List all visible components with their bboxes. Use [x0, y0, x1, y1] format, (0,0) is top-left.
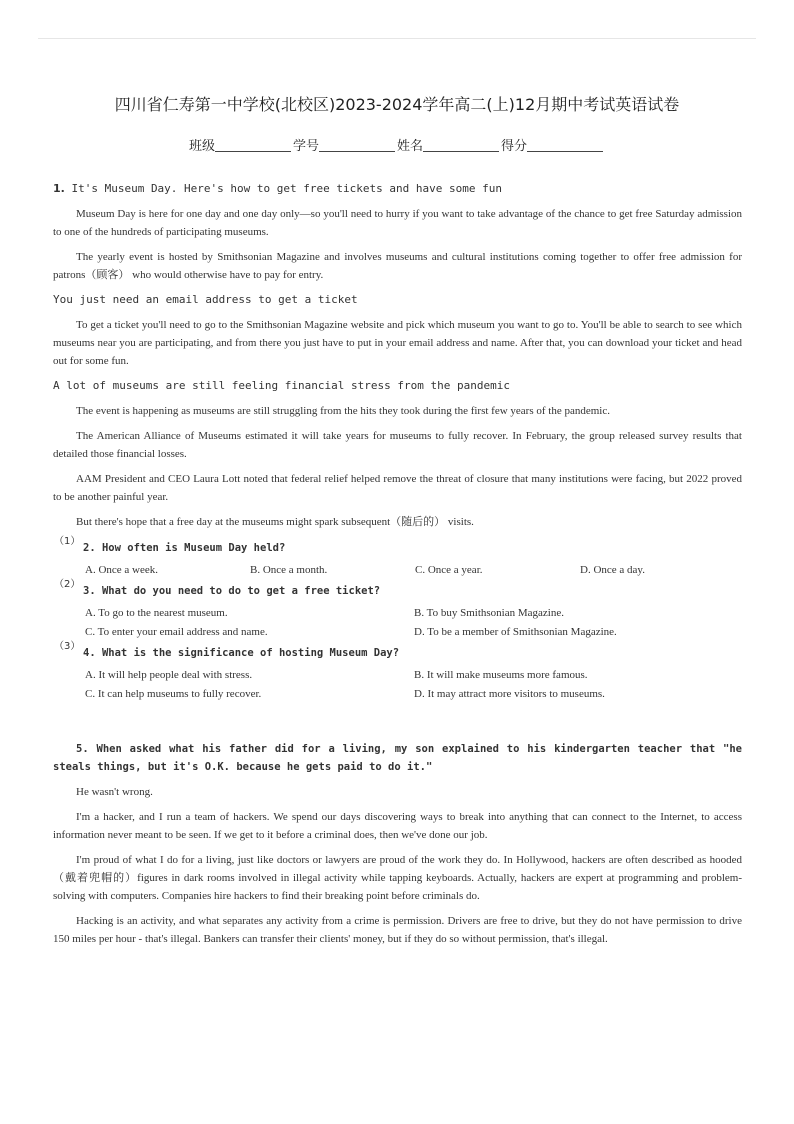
- option-d[interactable]: D. It may attract more visitors to museums.: [414, 688, 605, 700]
- option-d[interactable]: D. To be a member of Smithsonian Magazine.: [414, 626, 617, 638]
- name-blank: [423, 138, 499, 152]
- passage-2-paragraph-2: I'm a hacker, and I run a team of hackers. We spend our days discovering ways to break into anything that can connect to the Internet, to access information never meant to be seen. If we get to it before a criminal does, then we've done our job.: [53, 811, 742, 841]
- sub-question-2-index: （2）: [54, 579, 81, 590]
- option-a[interactable]: A. To go to the nearest museum.: [85, 607, 228, 619]
- sub-question-1-stem: 2. How often is Museum Day held?: [83, 542, 286, 554]
- question-1-heading: [53, 180, 742, 198]
- sub-question-3-index: （3）: [54, 641, 81, 652]
- sub-question-3-options: [85, 666, 742, 704]
- sub-question-3: [53, 641, 742, 662]
- class-label: 班级: [188, 139, 215, 154]
- option-b[interactable]: B. It will make museums more famous.: [414, 669, 588, 681]
- number-blank: [319, 138, 395, 152]
- exam-content: [53, 180, 742, 955]
- sub-question-1-index: （1）: [54, 536, 81, 547]
- student-info-line: [0, 135, 794, 154]
- option-a[interactable]: A. Once a week.: [85, 564, 158, 576]
- option-b[interactable]: B. To buy Smithsonian Magazine.: [414, 607, 564, 619]
- sub-question-2-options: [85, 604, 742, 642]
- exam-title: 四川省仁寿第一中学校(北校区)2023-2024学年高二(上)12月期中考试英语试卷: [114, 95, 680, 114]
- option-d[interactable]: D. Once a day.: [580, 564, 645, 576]
- passage-1-paragraph-1: Museum Day is here for one day and one day only—so you'll need to hurry if you want to take advantage of the chance to get free Saturday admission to one of the hundreds of participating museums.: [53, 208, 742, 238]
- passage-1-paragraph-4: The event is happening as museums are still struggling from the hits they took during the first few years of the pandemic.: [76, 405, 610, 417]
- question-1-number: 1.: [53, 182, 65, 195]
- passage-1-paragraph-2: The yearly event is hosted by Smithsonian Magazine and involves museums and cultural institutions coming together to offer free admission for patrons（顾客） who would otherwise have to pay for entry.: [53, 251, 742, 281]
- passage-1-subheading-2: A lot of museums are still feeling financial stress from the pandemic: [53, 379, 510, 392]
- option-c[interactable]: C. It can help museums to fully recover.: [85, 688, 262, 700]
- passage-1-paragraph-6: AAM President and CEO Laura Lott noted that federal relief helped remove the threat of closure that many institutions were facing, but 2022 proved to be another painful year.: [53, 473, 742, 503]
- option-b[interactable]: B. Once a month.: [250, 564, 328, 576]
- class-blank: [215, 138, 291, 152]
- score-label: 得分: [501, 139, 528, 154]
- sub-question-1: [53, 536, 742, 557]
- passage-2-paragraph-4: Hacking is an activity, and what separates any activity from a crime is permission. Drivers are free to drive, but they do not have permission to drive 150 miles per hour - that's illegal. Bankers can transfer their clients' money, but if they do so without permission, that's illegal.: [53, 915, 742, 945]
- option-c[interactable]: C. To enter your email address and name.: [85, 626, 268, 638]
- score-blank: [527, 138, 603, 152]
- name-label: 姓名: [397, 139, 424, 154]
- sub-question-1-options: [85, 561, 742, 580]
- number-label: 学号: [292, 139, 319, 154]
- sub-question-2: [53, 579, 742, 600]
- passage-1-paragraph-3: To get a ticket you'll need to go to the Smithsonian Magazine website and pick which museum you want to go to. You'll be able to search to see which museums near you are participating, and from there you just have to put in your email address and name. After that, you can download your ticket and head out for some fun.: [53, 319, 742, 367]
- passage-1-paragraph-5: The American Alliance of Museums estimated it will take years for museums to fully recover. In February, the group released survey results that detailed those financial losses.: [53, 430, 742, 460]
- passage-1-paragraph-7: But there's hope that a free day at the museums might spark subsequent（随后的） visits.: [76, 516, 474, 528]
- sub-question-2-stem: 3. What do you need to do to get a free ticket?: [83, 585, 381, 597]
- top-divider: [38, 38, 756, 39]
- passage-1-subheading-1: You just need an email address to get a ticket: [53, 293, 358, 306]
- passage-2-paragraph-1: He wasn't wrong.: [76, 786, 153, 798]
- option-c[interactable]: C. Once a year.: [415, 564, 483, 576]
- question-1-title: It's Museum Day. Here's how to get free tickets and have some fun: [71, 182, 502, 195]
- option-a[interactable]: A. It will help people deal with stress.: [85, 669, 253, 681]
- passage-2-paragraph-3: I'm proud of what I do for a living, just like doctors or lawyers are proud of the work they do. In Hollywood, hackers are often described as hooded（戴着兜帽的）figures in dark rooms involved in illegal activity while tapping keyboards. Actually, hackers are expert at programming and problem-solving with computers. Companies hire hackers to find their breaking point before criminals do.: [53, 854, 742, 902]
- question-5-heading: 5. When asked what his father did for a living, my son explained to his kindergarten teacher that "he steals things, but it's O.K. because he gets paid to do it.": [53, 743, 742, 773]
- sub-question-3-stem: 4. What is the significance of hosting Museum Day?: [83, 647, 400, 659]
